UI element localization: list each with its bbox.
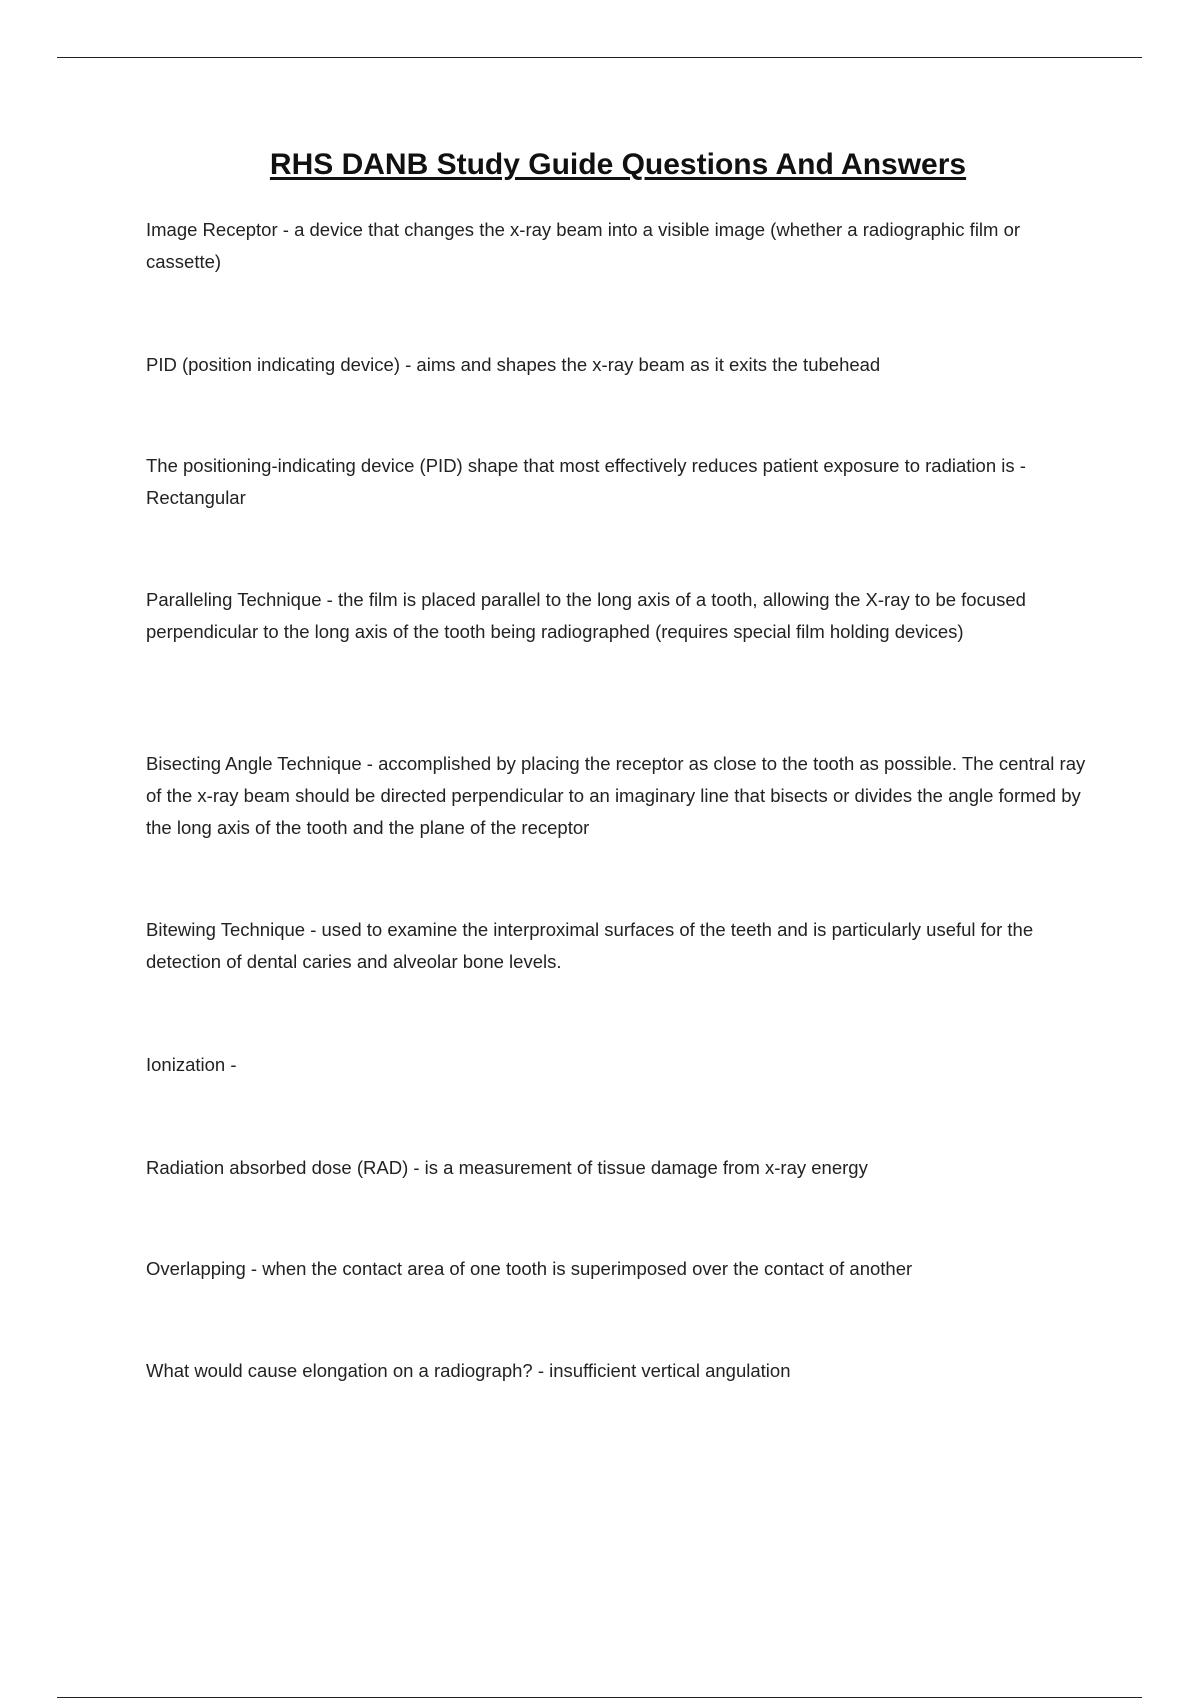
footer-rule bbox=[57, 1697, 1142, 1698]
entry-elongation: What would cause elongation on a radiograph? - insufficient vertical angulation bbox=[146, 1360, 791, 1381]
entry-pid-shape: The positioning-indicating device (PID) shape that most effectively reduces patient exposure to radiation is - Rectangular bbox=[146, 455, 1026, 508]
header-rule bbox=[57, 57, 1142, 58]
entry-radiation-absorbed-dose: Radiation absorbed dose (RAD) - is a measurement of tissue damage from x-ray energy bbox=[146, 1157, 868, 1178]
entry-image-receptor: Image Receptor - a device that changes the x-ray beam into a visible image (whether a radiographic film or cassette) bbox=[146, 219, 1021, 272]
document-title: RHS DANB Study Guide Questions And Answers bbox=[269, 148, 967, 181]
entry-ionization: Ionization - bbox=[146, 1054, 237, 1075]
entry-overlapping: Overlapping - when the contact area of one tooth is superimposed over the contact of another bbox=[146, 1258, 913, 1279]
entry-bisecting-angle-technique: Bisecting Angle Technique - accomplished by placing the receptor as close to the tooth as possible. The central ray of the x-ray beam should be directed perpendicular to an imaginary line that bisects or divides the angle formed by the long axis of the tooth and the plane of the receptor bbox=[146, 753, 1086, 838]
entry-paralleling-technique: Paralleling Technique - the film is placed parallel to the long axis of a tooth, allowing the X-ray to be focused perpendicular to the long axis of the tooth being radiographed (requires special film holding devices) bbox=[146, 589, 1026, 642]
entry-pid: PID (position indicating device) - aims and shapes the x-ray beam as it exits the tubehead bbox=[146, 354, 881, 375]
entry-bitewing-technique: Bitewing Technique - used to examine the interproximal surfaces of the teeth and is particularly useful for the detection of dental caries and alveolar bone levels. bbox=[146, 919, 1034, 972]
